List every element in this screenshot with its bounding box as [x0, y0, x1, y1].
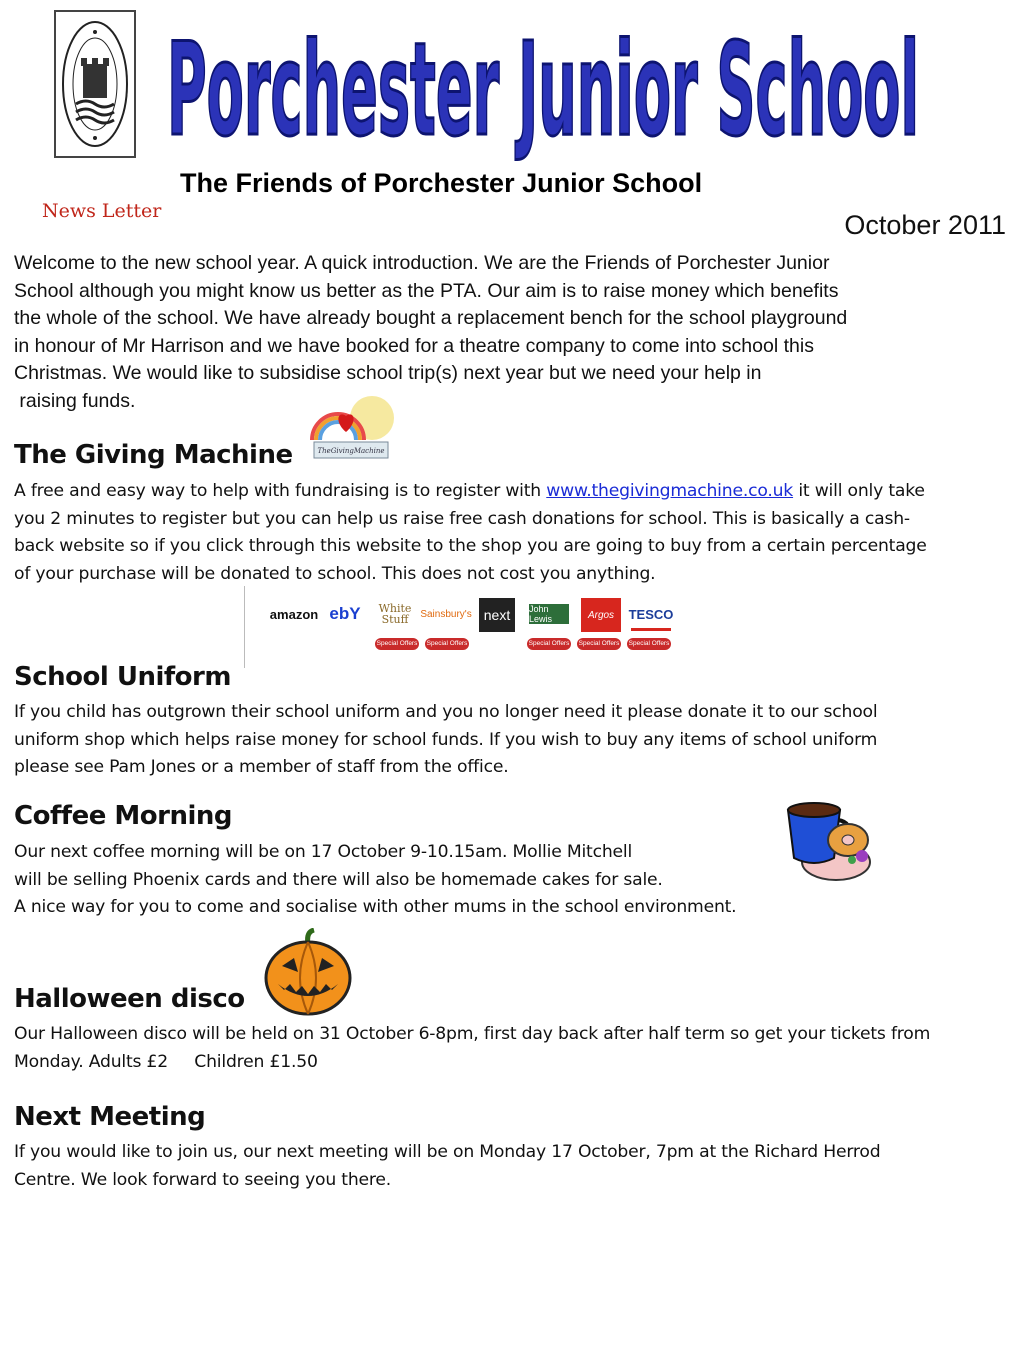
- rainbow-heart-icon: [306, 392, 394, 464]
- school-uniform-line: uniform shop which helps raise money for school funds. If you wish to buy any items of school uniform: [14, 729, 878, 750]
- halloween-line: Monday. Adults £2 Children £1.50: [14, 1051, 318, 1072]
- coffee-morning-body: [14, 839, 1014, 922]
- giving-machine-logo-caption: TheGivingMachine: [317, 447, 385, 455]
- retailer-logo-tesco: TESCO: [631, 600, 671, 631]
- giving-machine-line: of your purchase will be donated to school. This does not cost you anything.: [14, 563, 656, 584]
- special-offers-tag: Special Offers: [577, 638, 621, 650]
- giving-machine-line: you 2 minutes to register but you can help us raise free cash donations for school. This is basically a cash-: [14, 508, 910, 529]
- retailer-logo-white-stuff: White Stuff: [378, 602, 412, 626]
- giving-machine-line: [14, 478, 1014, 506]
- crest-icon: [56, 12, 134, 156]
- giving-machine-body: [14, 478, 1014, 588]
- school-banner-text: Porchester Junior School: [167, 16, 919, 162]
- giving-machine-logo: [306, 392, 394, 464]
- giving-machine-link[interactable]: www.thegivingmachine.co.uk: [546, 481, 794, 501]
- giving-machine-line: back website so if you click through this website to the shop you are going to buy from a certain percentage: [14, 536, 927, 557]
- intro-line: Welcome to the new school year. A quick introduction. We are the Friends of Porchester Junior: [14, 252, 830, 274]
- halloween-disco-body: [14, 1021, 1020, 1076]
- intro-line: Christmas. We would like to subsidise school trip(s) next year but we need your help in: [14, 362, 762, 384]
- intro-paragraph: [14, 250, 1004, 415]
- school-uniform-line: If you child has outgrown their school uniform and you no longer need it please donate it to our school: [14, 702, 878, 722]
- school-uniform-body: [14, 699, 1014, 782]
- school-crest-logo: [54, 10, 136, 158]
- school-banner: [158, 12, 928, 162]
- coffee-morning-line: will be selling Phoenix cards and there will also be homemade cakes for sale.: [14, 869, 663, 890]
- intro-line: the whole of the school. We have already bought a replacement bench for the school playground: [14, 307, 848, 329]
- retailer-logos-strip: [244, 586, 685, 668]
- retailer-logo-sainsburys: Sainsbury's: [420, 608, 472, 620]
- coffee-morning-heading: Coffee Morning: [14, 801, 232, 831]
- giving-machine-heading: The Giving Machine: [14, 440, 293, 470]
- giving-machine-intro-text: A free and easy way to help with fundraising is to register with: [14, 481, 547, 501]
- special-offers-tag: Special Offers: [425, 638, 469, 650]
- newsletter-label: News Letter: [42, 200, 162, 222]
- retailer-logo-argos: Argos: [581, 598, 621, 632]
- special-offers-tag: Special Offers: [627, 638, 671, 650]
- next-meeting-heading: Next Meeting: [14, 1102, 206, 1132]
- special-offers-tag: Special Offers: [527, 638, 571, 650]
- issue-date: October 2011: [844, 210, 1006, 240]
- halloween-line: Our Halloween disco will be held on 31 October 6-8pm, first day back after half term so get your tickets from: [14, 1024, 931, 1044]
- jack-o-lantern-icon: [262, 928, 354, 1016]
- intro-line: raising funds.: [14, 389, 136, 412]
- retailer-logo-amazon: amazon: [269, 606, 319, 622]
- retailer-logo-next: next: [479, 598, 515, 632]
- school-uniform-line: please see Pam Jones or a member of staff from the office.: [14, 757, 509, 778]
- coffee-morning-line: Our next coffee morning will be on 17 October 9-10.15am. Mollie Mitchell: [14, 842, 633, 862]
- next-meeting-line: Centre. We look forward to seeing you there.: [14, 1169, 392, 1190]
- intro-line: in honour of Mr Harrison and we have booked for a theatre company to come into school this: [14, 334, 814, 357]
- next-meeting-line: If you would like to join us, our next meeting will be on Monday 17 October, 7pm at the Richard Herrod: [14, 1142, 881, 1162]
- retailer-logo-ebay: ebY: [329, 604, 361, 623]
- special-offers-tag: Special Offers: [375, 638, 419, 650]
- halloween-disco-heading: Halloween disco: [14, 984, 245, 1014]
- school-uniform-heading: School Uniform: [14, 662, 231, 692]
- giving-machine-line-tail: it will only take: [793, 481, 925, 501]
- intro-line: School although you might know us better as the PTA. Our aim is to raise money which benefits: [14, 279, 839, 302]
- retailer-logo-john-lewis: John Lewis: [529, 604, 569, 624]
- coffee-morning-line: A nice way for you to come and socialise with other mums in the school environment.: [14, 897, 737, 918]
- pumpkin-clipart: [262, 928, 354, 1016]
- newsletter-subtitle: The Friends of Porchester Junior School: [180, 168, 703, 198]
- next-meeting-body: [14, 1139, 1014, 1194]
